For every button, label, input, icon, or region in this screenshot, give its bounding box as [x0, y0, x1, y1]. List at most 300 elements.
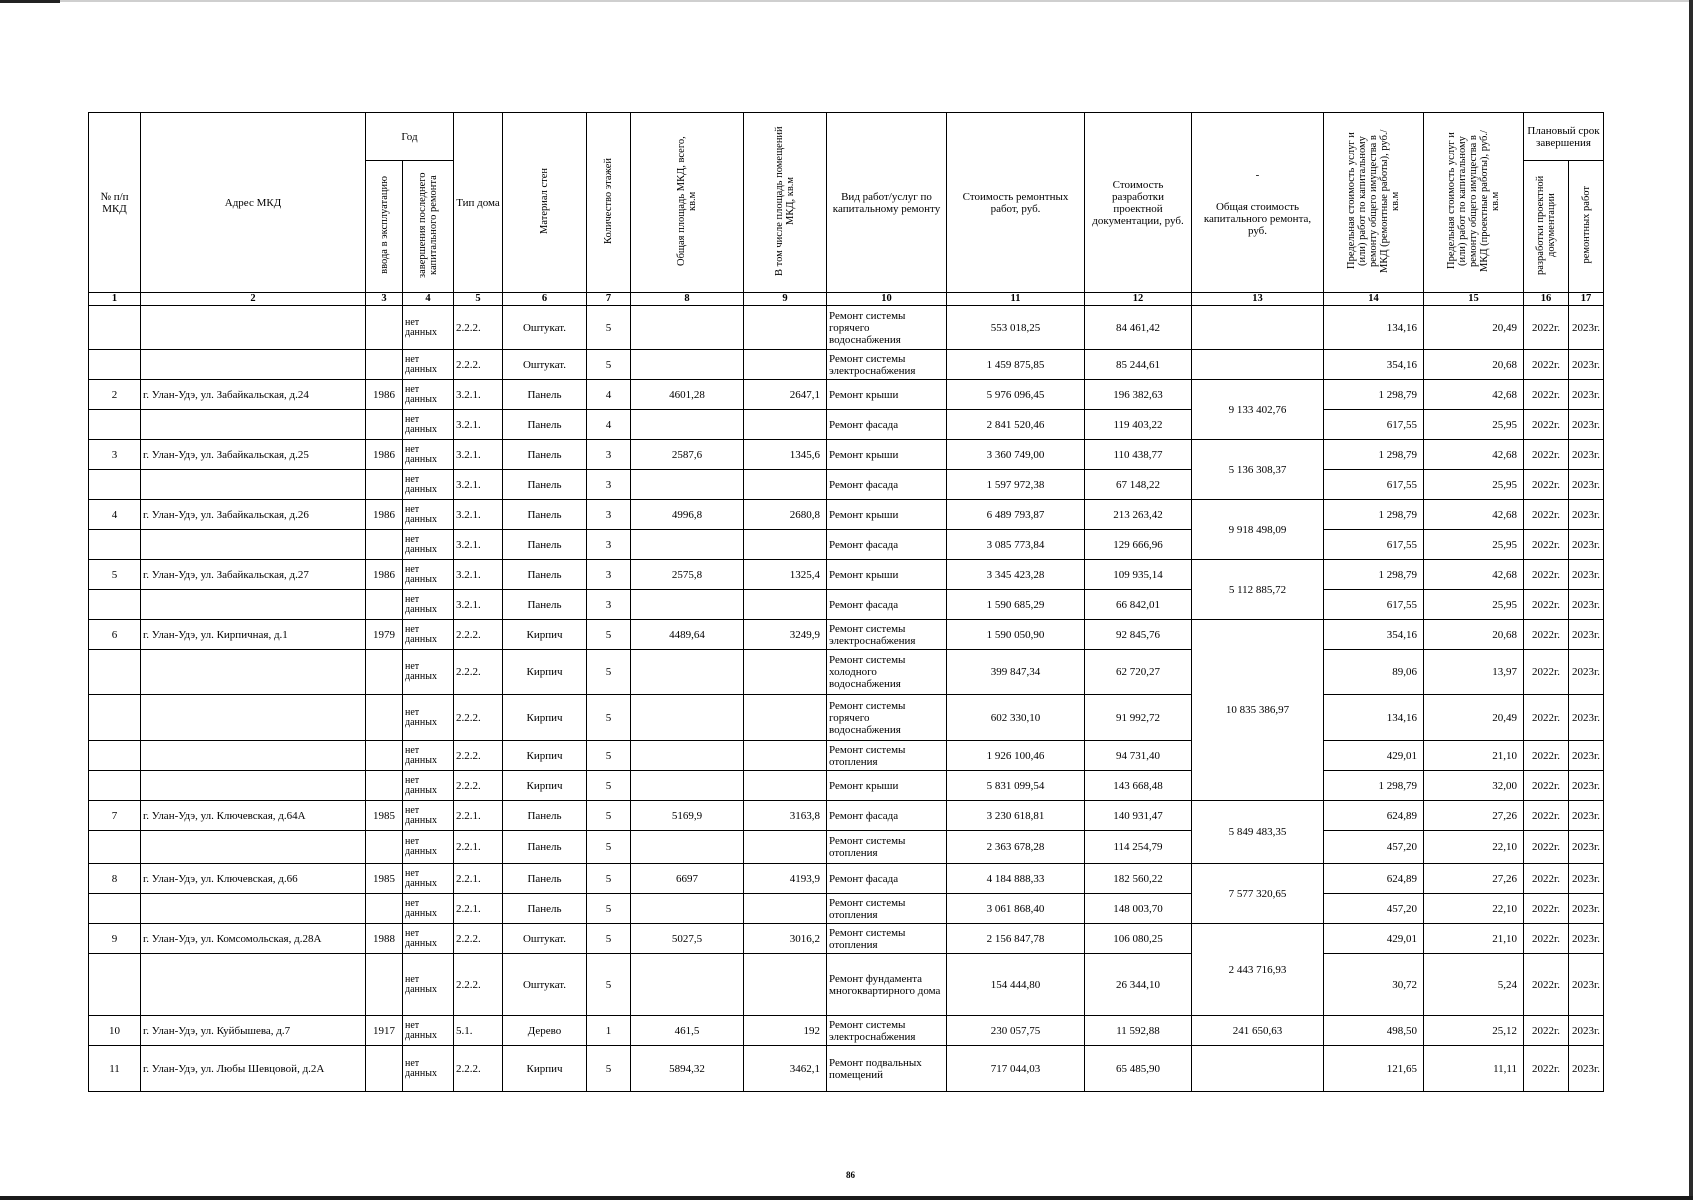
- commission-year: [366, 771, 403, 801]
- premises-area: [744, 590, 827, 620]
- scan-right-edge: [1689, 0, 1693, 1200]
- total-area: 2587,6: [631, 440, 744, 470]
- repair-deadline: 2023г.: [1569, 306, 1604, 350]
- work-type: Ремонт системы горячего водоснабжения: [827, 695, 947, 741]
- premises-area: [744, 954, 827, 1016]
- table-row: [89, 560, 1604, 590]
- limit-repair: 457,20: [1324, 831, 1424, 864]
- address: [141, 894, 366, 924]
- floors: 5: [587, 771, 631, 801]
- total-area: 2575,8: [631, 560, 744, 590]
- design-deadline: 2022г.: [1524, 924, 1569, 954]
- floors: 5: [587, 650, 631, 695]
- last-repair-year: нет данных: [403, 924, 454, 954]
- premises-area: 2680,8: [744, 500, 827, 530]
- repair-cost: 1 459 875,85: [947, 350, 1085, 380]
- repair-cost: 3 345 423,28: [947, 560, 1085, 590]
- table-row: [89, 470, 1604, 500]
- floors: 5: [587, 620, 631, 650]
- column-number: 17: [1569, 293, 1604, 306]
- table-row: [89, 650, 1604, 695]
- total-area: [631, 954, 744, 1016]
- repair-cost: 1 597 972,38: [947, 470, 1085, 500]
- design-cost: 67 148,22: [1085, 470, 1192, 500]
- wall-material: Панель: [503, 380, 587, 410]
- header-address: Адрес МКД: [141, 113, 366, 293]
- commission-year: [366, 695, 403, 741]
- work-type: Ремонт системы отопления: [827, 924, 947, 954]
- limit-repair: 429,01: [1324, 924, 1424, 954]
- address: [141, 350, 366, 380]
- total-cost: [1192, 306, 1324, 350]
- limit-design: 25,95: [1424, 470, 1524, 500]
- limit-design: 42,68: [1424, 560, 1524, 590]
- design-deadline: 2022г.: [1524, 954, 1569, 1016]
- floors: 1: [587, 1016, 631, 1046]
- design-deadline: 2022г.: [1524, 500, 1569, 530]
- repair-deadline: 2023г.: [1569, 530, 1604, 560]
- commission-year: [366, 530, 403, 560]
- repair-deadline: 2023г.: [1569, 864, 1604, 894]
- work-type: Ремонт системы электроснабжения: [827, 1016, 947, 1046]
- table-row: [89, 1016, 1604, 1046]
- design-cost: 196 382,63: [1085, 380, 1192, 410]
- wall-material: Панель: [503, 500, 587, 530]
- total-cost: 241 650,63: [1192, 1016, 1324, 1046]
- design-deadline: 2022г.: [1524, 620, 1569, 650]
- row-number: 2: [89, 380, 141, 410]
- header-floors: Количество этажей: [587, 113, 631, 293]
- column-number-row: [89, 293, 1604, 306]
- repair-deadline: 2023г.: [1569, 924, 1604, 954]
- limit-design: 25,95: [1424, 590, 1524, 620]
- limit-design: 13,97: [1424, 650, 1524, 695]
- table-row: [89, 894, 1604, 924]
- total-area: 5027,5: [631, 924, 744, 954]
- design-deadline: 2022г.: [1524, 590, 1569, 620]
- floors: 3: [587, 470, 631, 500]
- design-cost: 114 254,79: [1085, 831, 1192, 864]
- wall-material: Панель: [503, 864, 587, 894]
- total-cost: 5 136 308,37: [1192, 440, 1324, 500]
- wall-material: Панель: [503, 560, 587, 590]
- floors: 3: [587, 560, 631, 590]
- last-repair-year: нет данных: [403, 831, 454, 864]
- last-repair-year: нет данных: [403, 470, 454, 500]
- header-wall-material: Материал стен: [503, 113, 587, 293]
- last-repair-year: нет данных: [403, 306, 454, 350]
- address: г. Улан-Удэ, ул. Забайкальская, д.26: [141, 500, 366, 530]
- premises-area: 3163,8: [744, 801, 827, 831]
- work-type: Ремонт системы холодного водоснабжения: [827, 650, 947, 695]
- limit-repair: 617,55: [1324, 590, 1424, 620]
- repair-cost: 154 444,80: [947, 954, 1085, 1016]
- header-work-type: Вид работ/услуг по капитальному ремонту: [827, 113, 947, 293]
- limit-repair: 1 298,79: [1324, 560, 1424, 590]
- repair-deadline: 2023г.: [1569, 831, 1604, 864]
- premises-area: [744, 894, 827, 924]
- design-cost: 110 438,77: [1085, 440, 1192, 470]
- address: [141, 695, 366, 741]
- limit-repair: 429,01: [1324, 741, 1424, 771]
- design-cost: 62 720,27: [1085, 650, 1192, 695]
- commission-year: [366, 306, 403, 350]
- design-cost: 92 845,76: [1085, 620, 1192, 650]
- work-type: Ремонт фасада: [827, 864, 947, 894]
- wall-material: Кирпич: [503, 695, 587, 741]
- wall-material: Оштукат.: [503, 350, 587, 380]
- header-design-cost: Стоимость разработки проектной документации, руб.: [1085, 113, 1192, 293]
- premises-area: [744, 306, 827, 350]
- row-number: [89, 410, 141, 440]
- limit-design: 42,68: [1424, 440, 1524, 470]
- design-deadline: 2022г.: [1524, 741, 1569, 771]
- repair-cost: 3 360 749,00: [947, 440, 1085, 470]
- address: [141, 470, 366, 500]
- table-row: [89, 500, 1604, 530]
- work-type: Ремонт системы отопления: [827, 741, 947, 771]
- design-cost: 182 560,22: [1085, 864, 1192, 894]
- last-repair-year: нет данных: [403, 530, 454, 560]
- row-number: [89, 954, 141, 1016]
- total-area: [631, 590, 744, 620]
- work-type: Ремонт фасада: [827, 590, 947, 620]
- work-type: Ремонт подвальных помещений: [827, 1046, 947, 1092]
- work-type: Ремонт системы электроснабжения: [827, 620, 947, 650]
- last-repair-year: нет данных: [403, 560, 454, 590]
- work-type: Ремонт системы отопления: [827, 894, 947, 924]
- design-deadline: 2022г.: [1524, 695, 1569, 741]
- work-type: Ремонт крыши: [827, 380, 947, 410]
- premises-area: [744, 530, 827, 560]
- total-area: [631, 771, 744, 801]
- repair-cost: 6 489 793,87: [947, 500, 1085, 530]
- repair-cost: 1 590 685,29: [947, 590, 1085, 620]
- total-area: [631, 350, 744, 380]
- floors: 5: [587, 831, 631, 864]
- design-cost: 84 461,42: [1085, 306, 1192, 350]
- commission-year: [366, 410, 403, 440]
- document-sheet: [88, 112, 1604, 1092]
- capital-repair-table: [88, 112, 1604, 1092]
- total-cost: [1192, 1046, 1324, 1092]
- total-cost: 9 133 402,76: [1192, 380, 1324, 440]
- limit-design: 20,68: [1424, 350, 1524, 380]
- limit-repair: 354,16: [1324, 620, 1424, 650]
- repair-cost: 5 831 099,54: [947, 771, 1085, 801]
- premises-area: [744, 741, 827, 771]
- commission-year: 1985: [366, 801, 403, 831]
- limit-design: 5,24: [1424, 954, 1524, 1016]
- design-cost: 106 080,25: [1085, 924, 1192, 954]
- row-number: 10: [89, 1016, 141, 1046]
- row-number: 3: [89, 440, 141, 470]
- limit-repair: 617,55: [1324, 470, 1424, 500]
- work-type: Ремонт крыши: [827, 440, 947, 470]
- column-number: 4: [403, 293, 454, 306]
- commission-year: [366, 1046, 403, 1092]
- table-row: [89, 1046, 1604, 1092]
- address: [141, 306, 366, 350]
- commission-year: [366, 650, 403, 695]
- total-area: 6697: [631, 864, 744, 894]
- design-cost: 94 731,40: [1085, 741, 1192, 771]
- table-row: [89, 695, 1604, 741]
- design-cost: 109 935,14: [1085, 560, 1192, 590]
- design-cost: 140 931,47: [1085, 801, 1192, 831]
- wall-material: Панель: [503, 801, 587, 831]
- commission-year: 1986: [366, 440, 403, 470]
- floors: 3: [587, 530, 631, 560]
- repair-cost: 230 057,75: [947, 1016, 1085, 1046]
- row-number: [89, 350, 141, 380]
- address: г. Улан-Удэ, ул. Ключевская, д.66: [141, 864, 366, 894]
- wall-material: Кирпич: [503, 741, 587, 771]
- design-cost: 65 485,90: [1085, 1046, 1192, 1092]
- column-number: 13: [1192, 293, 1324, 306]
- scan-corner-mark: [0, 0, 60, 3]
- total-area: [631, 695, 744, 741]
- premises-area: 2647,1: [744, 380, 827, 410]
- wall-material: Кирпич: [503, 620, 587, 650]
- design-deadline: 2022г.: [1524, 560, 1569, 590]
- design-deadline: 2022г.: [1524, 801, 1569, 831]
- wall-material: Панель: [503, 530, 587, 560]
- commission-year: [366, 350, 403, 380]
- repair-cost: 2 841 520,46: [947, 410, 1085, 440]
- premises-area: 3249,9: [744, 620, 827, 650]
- house-type: 2.2.1.: [454, 801, 503, 831]
- last-repair-year: нет данных: [403, 954, 454, 1016]
- repair-deadline: 2023г.: [1569, 350, 1604, 380]
- design-cost: 129 666,96: [1085, 530, 1192, 560]
- row-number: [89, 771, 141, 801]
- header-total-cost: - Общая стоимость капитального ремонта, руб.: [1192, 113, 1324, 293]
- table-row: [89, 864, 1604, 894]
- floors: 3: [587, 440, 631, 470]
- limit-repair: 624,89: [1324, 864, 1424, 894]
- address: [141, 771, 366, 801]
- page-number: 86: [846, 1170, 855, 1180]
- limit-design: 27,26: [1424, 864, 1524, 894]
- limit-repair: 134,16: [1324, 306, 1424, 350]
- work-type: Ремонт фасада: [827, 410, 947, 440]
- total-cost: 7 577 320,65: [1192, 864, 1324, 924]
- premises-area: [744, 650, 827, 695]
- last-repair-year: нет данных: [403, 410, 454, 440]
- repair-deadline: 2023г.: [1569, 650, 1604, 695]
- limit-design: 22,10: [1424, 894, 1524, 924]
- premises-area: [744, 470, 827, 500]
- wall-material: Оштукат.: [503, 954, 587, 1016]
- floors: 5: [587, 306, 631, 350]
- work-type: Ремонт системы отопления: [827, 831, 947, 864]
- row-number: [89, 590, 141, 620]
- row-number: 7: [89, 801, 141, 831]
- repair-deadline: 2023г.: [1569, 954, 1604, 1016]
- last-repair-year: нет данных: [403, 894, 454, 924]
- limit-design: 27,26: [1424, 801, 1524, 831]
- repair-cost: 3 085 773,84: [947, 530, 1085, 560]
- repair-deadline: 2023г.: [1569, 695, 1604, 741]
- house-type: 2.2.2.: [454, 350, 503, 380]
- design-deadline: 2022г.: [1524, 380, 1569, 410]
- repair-cost: 1 926 100,46: [947, 741, 1085, 771]
- house-type: 5.1.: [454, 1016, 503, 1046]
- design-deadline: 2022г.: [1524, 1046, 1569, 1092]
- limit-repair: 617,55: [1324, 530, 1424, 560]
- header-number: № п/п МКД: [89, 113, 141, 293]
- limit-design: 25,95: [1424, 530, 1524, 560]
- limit-design: 42,68: [1424, 380, 1524, 410]
- house-type: 2.2.2.: [454, 1046, 503, 1092]
- last-repair-year: нет данных: [403, 380, 454, 410]
- design-deadline: 2022г.: [1524, 410, 1569, 440]
- header-design-deadline: разработки проектной документации: [1524, 161, 1569, 293]
- total-cost: 10 835 386,97: [1192, 620, 1324, 801]
- total-area: [631, 894, 744, 924]
- row-number: 8: [89, 864, 141, 894]
- total-area: 4996,8: [631, 500, 744, 530]
- last-repair-year: нет данных: [403, 620, 454, 650]
- repair-deadline: 2023г.: [1569, 500, 1604, 530]
- work-type: Ремонт фундамента многоквартирного дома: [827, 954, 947, 1016]
- row-number: [89, 894, 141, 924]
- commission-year: [366, 894, 403, 924]
- house-type: 2.2.2.: [454, 771, 503, 801]
- design-cost: 66 842,01: [1085, 590, 1192, 620]
- repair-deadline: 2023г.: [1569, 470, 1604, 500]
- address: г. Улан-Удэ, ул. Ключевская, д.64А: [141, 801, 366, 831]
- commission-year: 1986: [366, 560, 403, 590]
- last-repair-year: нет данных: [403, 1046, 454, 1092]
- repair-deadline: 2023г.: [1569, 440, 1604, 470]
- limit-repair: 1 298,79: [1324, 380, 1424, 410]
- premises-area: 192: [744, 1016, 827, 1046]
- row-number: 6: [89, 620, 141, 650]
- limit-repair: 1 298,79: [1324, 771, 1424, 801]
- address: г. Улан-Удэ, ул. Комсомольская, д.28А: [141, 924, 366, 954]
- premises-area: [744, 410, 827, 440]
- premises-area: 3016,2: [744, 924, 827, 954]
- table-body: [89, 306, 1604, 1092]
- column-number: 2: [141, 293, 366, 306]
- limit-design: 21,10: [1424, 741, 1524, 771]
- wall-material: Кирпич: [503, 771, 587, 801]
- premises-area: [744, 695, 827, 741]
- repair-cost: 3 230 618,81: [947, 801, 1085, 831]
- header-plan-deadline: Плановый срок завершения: [1524, 113, 1604, 161]
- row-number: [89, 741, 141, 771]
- last-repair-year: нет данных: [403, 801, 454, 831]
- total-area: [631, 831, 744, 864]
- row-number: 4: [89, 500, 141, 530]
- design-cost: 213 263,42: [1085, 500, 1192, 530]
- table-row: [89, 924, 1604, 954]
- total-cost: 5 112 885,72: [1192, 560, 1324, 620]
- address: г. Улан-Удэ, ул. Куйбышева, д.7: [141, 1016, 366, 1046]
- house-type: 3.2.1.: [454, 470, 503, 500]
- address: [141, 530, 366, 560]
- design-cost: 143 668,48: [1085, 771, 1192, 801]
- floors: 5: [587, 924, 631, 954]
- work-type: Ремонт крыши: [827, 500, 947, 530]
- wall-material: Панель: [503, 894, 587, 924]
- total-area: 5894,32: [631, 1046, 744, 1092]
- total-area: 461,5: [631, 1016, 744, 1046]
- address: [141, 831, 366, 864]
- column-number: 12: [1085, 293, 1192, 306]
- limit-design: 20,68: [1424, 620, 1524, 650]
- design-deadline: 2022г.: [1524, 894, 1569, 924]
- design-deadline: 2022г.: [1524, 864, 1569, 894]
- row-number: [89, 470, 141, 500]
- row-number: [89, 530, 141, 560]
- wall-material: Панель: [503, 590, 587, 620]
- design-deadline: 2022г.: [1524, 1016, 1569, 1046]
- header-last-repair-year: завершения последнего капитального ремонта: [403, 161, 454, 293]
- limit-design: 32,00: [1424, 771, 1524, 801]
- limit-repair: 1 298,79: [1324, 440, 1424, 470]
- last-repair-year: нет данных: [403, 650, 454, 695]
- floors: 4: [587, 410, 631, 440]
- limit-design: 21,10: [1424, 924, 1524, 954]
- floors: 5: [587, 350, 631, 380]
- house-type: 3.2.1.: [454, 410, 503, 440]
- wall-material: Панель: [503, 831, 587, 864]
- repair-deadline: 2023г.: [1569, 801, 1604, 831]
- address: [141, 650, 366, 695]
- floors: 4: [587, 380, 631, 410]
- design-deadline: 2022г.: [1524, 771, 1569, 801]
- house-type: 2.2.2.: [454, 650, 503, 695]
- repair-cost: 399 847,34: [947, 650, 1085, 695]
- design-cost: 119 403,22: [1085, 410, 1192, 440]
- wall-material: Оштукат.: [503, 924, 587, 954]
- address: [141, 954, 366, 1016]
- total-area: [631, 306, 744, 350]
- premises-area: [744, 831, 827, 864]
- wall-material: Оштукат.: [503, 306, 587, 350]
- total-area: [631, 410, 744, 440]
- total-cost: 5 849 483,35: [1192, 801, 1324, 864]
- last-repair-year: нет данных: [403, 590, 454, 620]
- column-number: 7: [587, 293, 631, 306]
- last-repair-year: нет данных: [403, 741, 454, 771]
- repair-deadline: 2023г.: [1569, 620, 1604, 650]
- design-deadline: 2022г.: [1524, 530, 1569, 560]
- premises-area: 1325,4: [744, 560, 827, 590]
- commission-year: [366, 741, 403, 771]
- address: г. Улан-Удэ, ул. Забайкальская, д.24: [141, 380, 366, 410]
- design-cost: 11 592,88: [1085, 1016, 1192, 1046]
- header-limit-design: Предельная стоимость услуг и (или) работ по капитальному ремонту общего имущества в МКД (проектные работы), руб./кв.м: [1424, 113, 1524, 293]
- house-type: 2.2.1.: [454, 864, 503, 894]
- design-deadline: 2022г.: [1524, 350, 1569, 380]
- column-number: 3: [366, 293, 403, 306]
- house-type: 2.2.2.: [454, 741, 503, 771]
- table-row: [89, 306, 1604, 350]
- row-number: 5: [89, 560, 141, 590]
- limit-repair: 1 298,79: [1324, 500, 1424, 530]
- row-number: [89, 831, 141, 864]
- address: г. Улан-Удэ, ул. Забайкальская, д.25: [141, 440, 366, 470]
- design-deadline: 2022г.: [1524, 306, 1569, 350]
- repair-cost: 3 061 868,40: [947, 894, 1085, 924]
- total-cost: 2 443 716,93: [1192, 924, 1324, 1016]
- limit-repair: 121,65: [1324, 1046, 1424, 1092]
- premises-area: 1345,6: [744, 440, 827, 470]
